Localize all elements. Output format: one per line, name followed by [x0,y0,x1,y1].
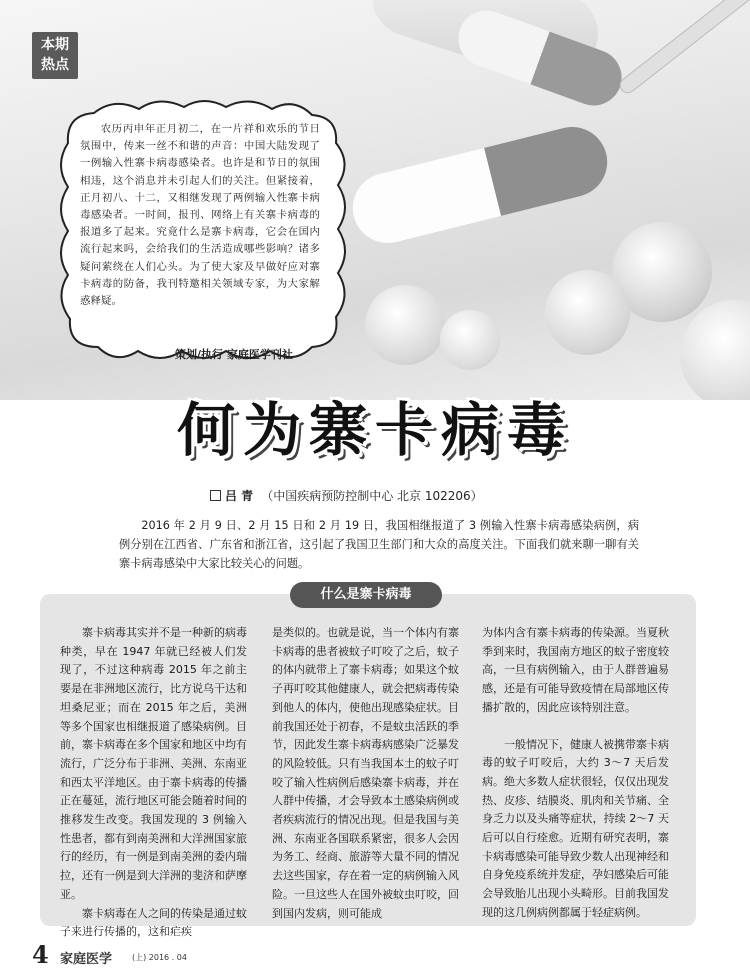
tablet-shape [680,300,750,400]
section-tag-line1: 本期 [41,37,69,53]
author-affiliation: （中国疾病预防控制中心 北京 102206） [261,489,483,503]
lead-text: 农历丙申年正月初二，在一片祥和欢乐的节日氛围中，传来一丝不和谐的声音：中国大陆发现了一例输入性寨卡病毒感染者。也许是和节日的氛围相违，这个消息并未引起人们的关注。但紧接着，正月初八、十二，又相继发现了两例输入性寨卡病毒感染者。一时间，报刊、网络上有关寨卡病毒的报道多了起来。究竟什么是寨卡病毒，它会在国内流行起来吗，会给我们的生活造成哪些影响？诸多疑问萦绕在人们心头。为了使大家及早做好应对寨卡病毒的防备，我刊特邀相关领域专家，为大家解惑释疑。 [80,123,320,308]
issue-label: (上) 2016 . 04 [132,953,187,962]
magazine-name: 家庭医学 [60,952,113,967]
planning-credit: 策划/执行 家庭医学刊社 [175,348,293,361]
paragraph-gap [482,718,669,736]
syringe-shape [616,0,750,96]
column-2 [272,624,459,923]
cover-photo [0,0,750,400]
section-tag-line2: 热点 [41,57,69,73]
article-intro: 2016 年 2 月 9 日、2 月 15 日和 2 月 19 日，我国相继报道了 3 例输入性寨卡病毒感染病例，病例分别在江西省、广东省和浙江省，这引起了我国卫生部门和大众的高度关注。下面我们就来聊一聊有关寨卡病毒感染中大家比较关心的问题。 [119,519,639,570]
paragraph: 寨卡病毒其实并不是一种新的病毒种类，早在 1947 年就已经被人们发现了，不过这种病毒 2015 年之前主要是在非洲地区流行，比方说乌干达和坦桑尼亚；而在 2015 年之后，美洲等多个国家也相继报道了感染病例。目前，寨卡病毒在多个国家和地区中均有流行，广泛分布于非洲、美洲、东南亚和西太平洋地区。由于寨卡病毒的传播正在蔓延，流行地区可能会随着时间的推移发生改变。我国发现的 3 例输入性患者，都有到南美洲和大洋洲国家旅行的经历，有一例是到南美洲的委内瑞拉，还有一例是到大洋洲的斐济和萨摩亚。 [60,626,247,901]
paragraph: 寨卡病毒在人之间的传染是通过蚊子来进行传播的，这和疟疾 [60,906,247,939]
paragraph: 为体内含有寨卡病毒的传染源。当夏秋季到来时，我国南方地区的蚊子密度较高，一旦有病例输入，由于人群普遍易感，还是有可能导致疫情在局部地区传播扩散的，因此应该特别注意。 [482,626,669,714]
column-1 [60,624,247,942]
paragraph: 是类似的。也就是说，当一个体内有寨卡病毒的患者被蚊子叮咬了之后，蚊子的体内就带上了寨卡病毒；如果这个蚊子再叮咬其他健康人，就会把病毒传染到他人的体内，使他出现感染症状。目前我国还处于初春，不是蚊虫活跃的季节，因此发生寨卡病毒病感染广泛暴发的风险较低。只有当我国本土的蚊子叮咬了输入性病例后感染寨卡病毒，并在人群中传播，才会导致本土感染病例或者疾病流行的情况出现。但是我国与美洲、东南亚各国联系紧密，很多人会因为务工、经商、旅游等大量不同的情况去这些国家，存在着一定的病例输入风险。一旦这些人在国外被蚊虫叮咬，回到国内发病，则可能成 [272,626,459,920]
author-box-icon [210,490,221,501]
column-3 [482,624,669,923]
paragraph: 一般情况下，健康人被携带寨卡病毒的蚊子叮咬后，大约 3～7 天后发病。绝大多数人症状很轻，仅仅出现发热、皮疹、结膜炎、肌肉和关节痛、全身乏力以及头痛等症状，持续 2～7 天后可以自行痊愈。近期有研究表明，寨卡病毒感染可能导致少数人出现神经和自身免疫系统并发症，孕妇感染后可能会导致胎儿出现小头畸形。目前我国发现的这几例病例都属于轻症病例。 [482,737,669,919]
capsule-shape [345,120,614,251]
author-line [210,487,483,504]
page-number: 4 [32,940,49,969]
tablet-shape [440,310,500,370]
tablet-shape [365,285,445,365]
section-heading: 什么是寨卡病毒 [290,582,442,608]
author-name: 吕 青 [225,489,254,503]
tablet-shape [545,270,630,355]
section-tag [32,32,78,79]
article-title: 何为寨卡病毒 [176,396,573,464]
